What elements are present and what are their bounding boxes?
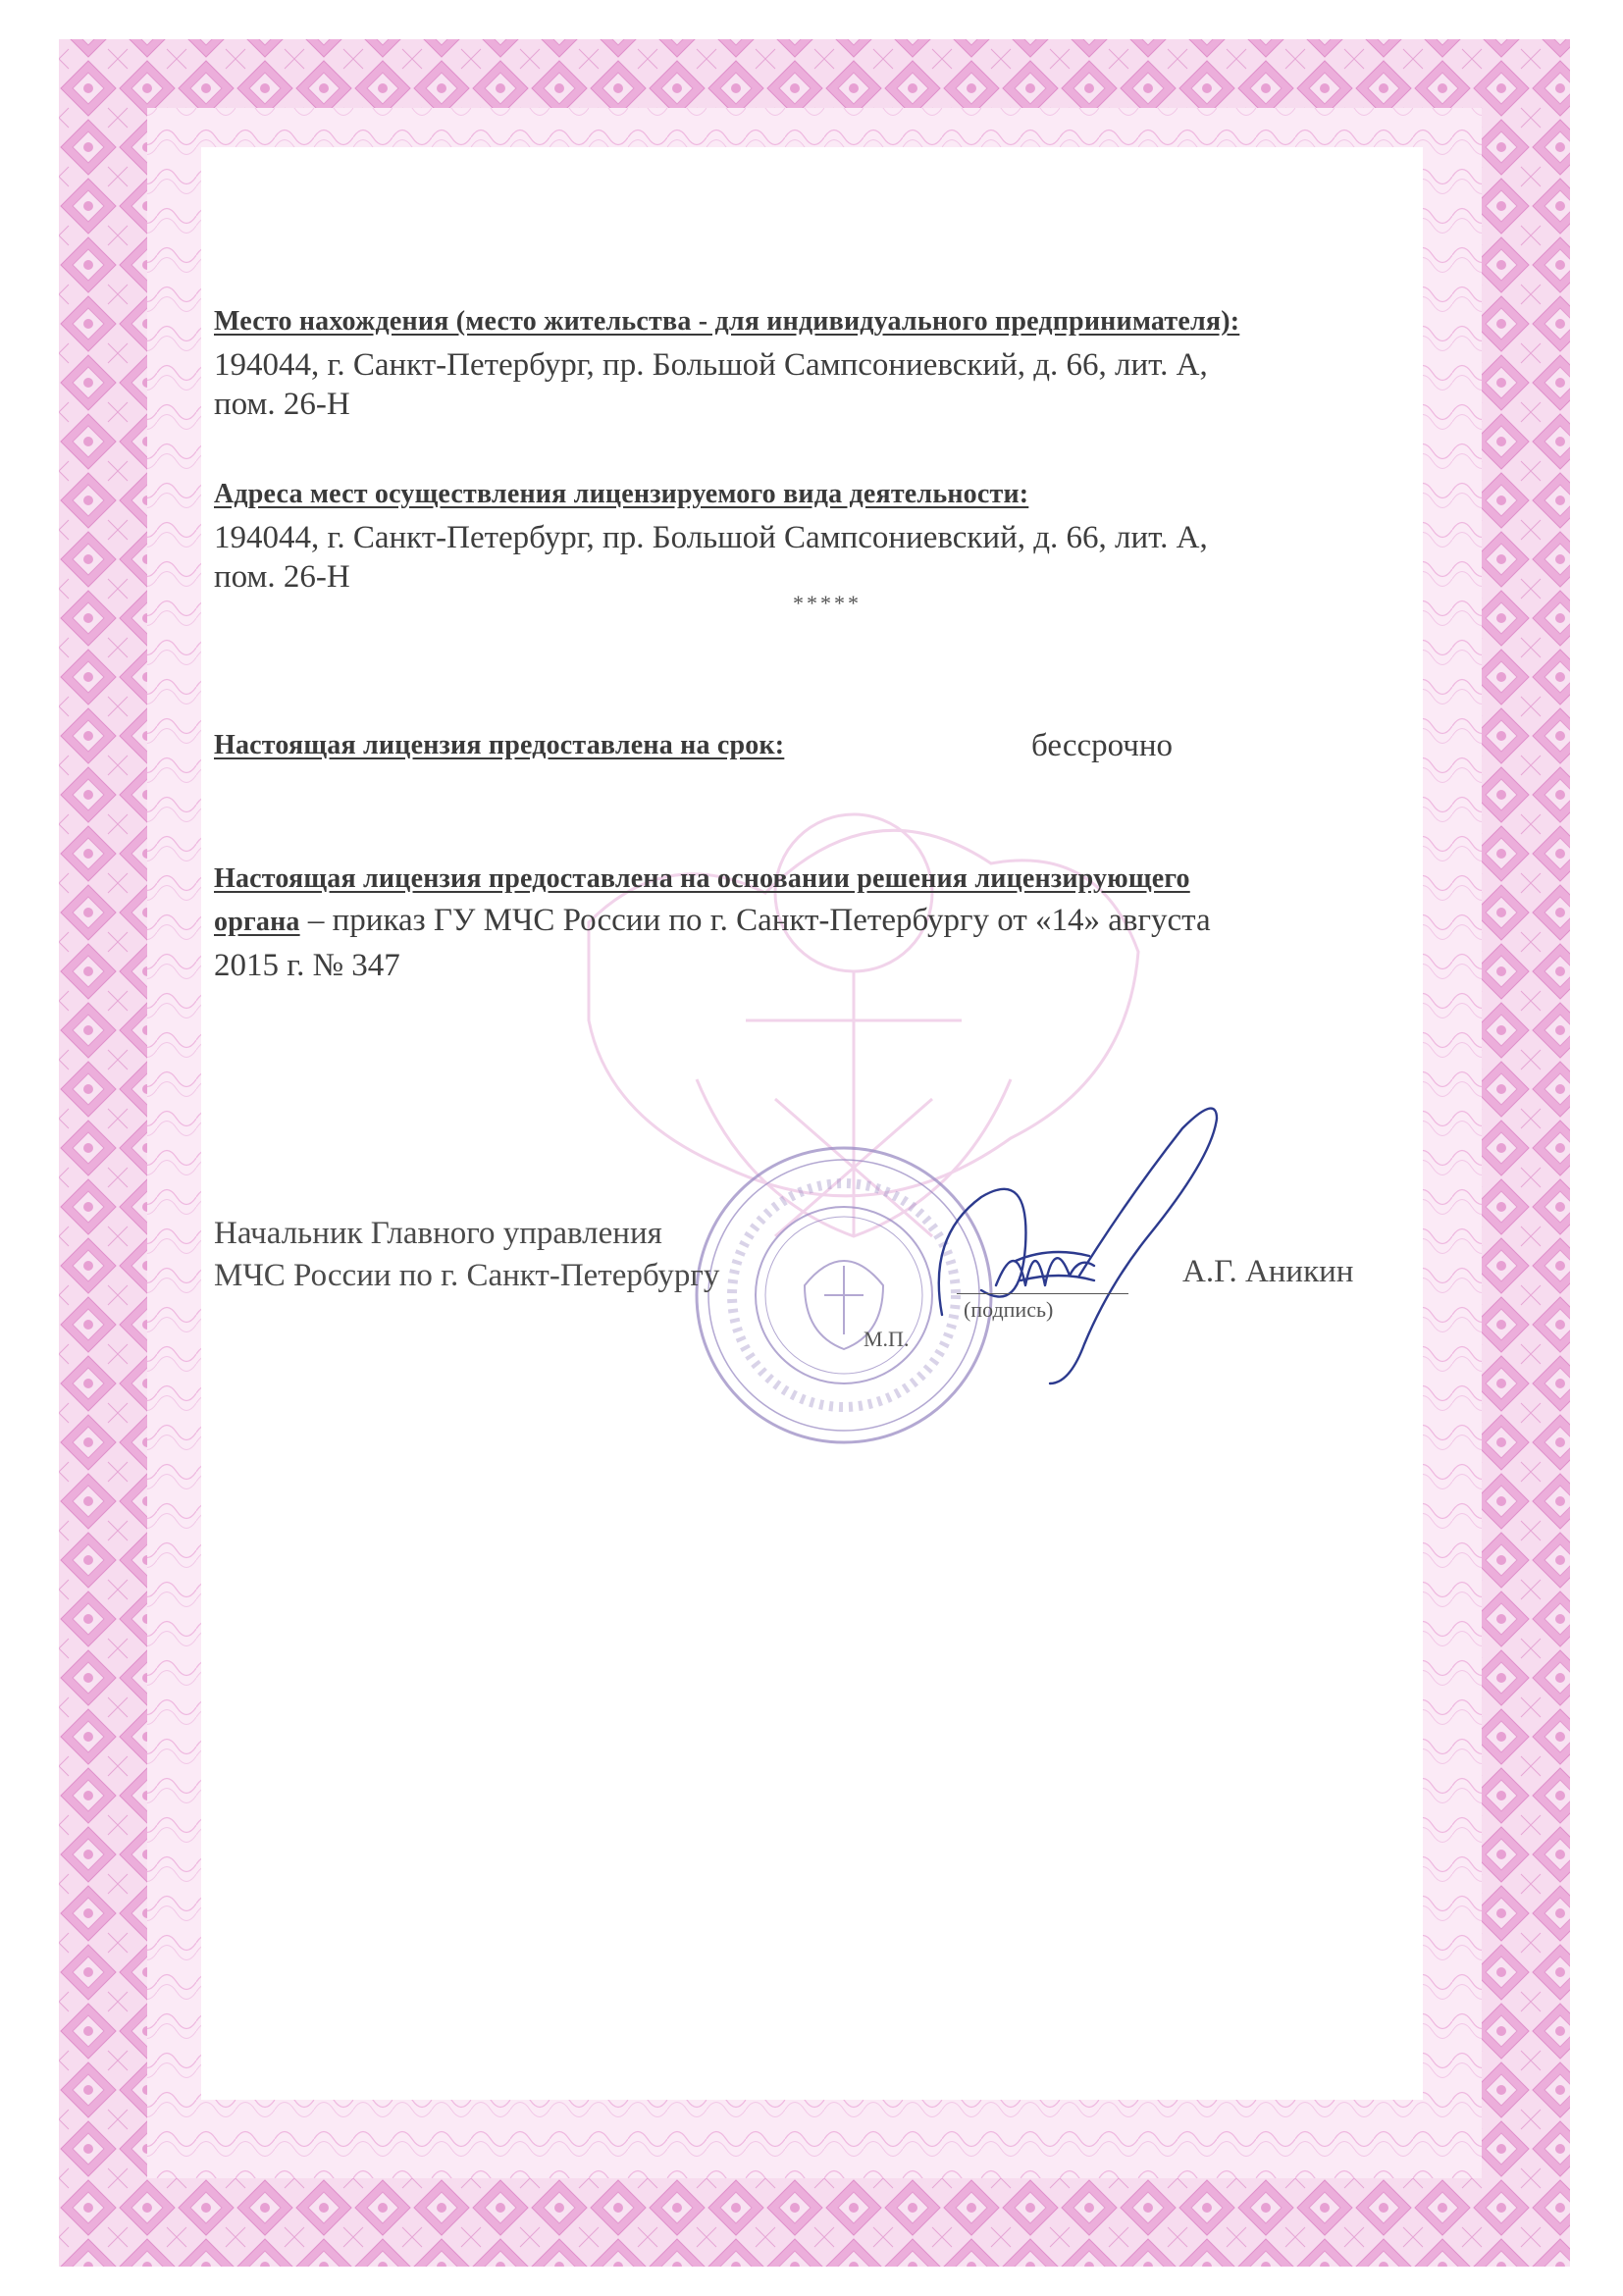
activity-addresses-section (214, 479, 1411, 597)
basis-order-date: 2015 г. № 347 (214, 948, 400, 983)
location-section (214, 306, 1411, 424)
term-label: Настоящая лицензия предоставлена на срок: (214, 730, 785, 760)
signer-name: А.Г. Аникин (1182, 1254, 1354, 1289)
basis-section (214, 863, 1411, 987)
term-value: бессрочно (1031, 728, 1174, 763)
separator-stars: ***** (793, 591, 862, 615)
basis-heading-line2: органа (214, 907, 300, 937)
basis-order-text: – приказ ГУ МЧС России по г. Санкт-Петербургу от «14» августа (299, 903, 1211, 938)
signature-caption: (подпись) (964, 1297, 1054, 1322)
signature-line (957, 1293, 1128, 1294)
signatory-title (214, 1213, 719, 1297)
location-address-line1: 194044, г. Санкт-Петербург, пр. Большой Сампсониевский, д. 66, лит. А, (214, 347, 1208, 383)
basis-line2 (214, 899, 1411, 944)
signatory-title-line2: МЧС России по г. Санкт-Петербургу (214, 1258, 720, 1293)
location-address-line2: пом. 26-Н (214, 387, 350, 422)
activity-address-line1: 194044, г. Санкт-Петербург, пр. Большой Сампсониевский, д. 66, лит. А, (214, 520, 1208, 555)
activity-addresses-heading: Адреса мест осуществления лицензируемого вида деятельности: (214, 479, 1029, 509)
signatory-title-line1: Начальник Главного управления (214, 1216, 662, 1251)
activity-address-line2: пом. 26-Н (214, 559, 350, 595)
handwritten-signature (922, 1089, 1246, 1393)
location-heading: Место нахождения (место жительства - для индивидуального предпринимателя): (214, 306, 1240, 337)
seal-caption: М.П. (864, 1327, 910, 1351)
basis-heading-line1: Настоящая лицензия предоставлена на основании решения лицензирующего (214, 863, 1190, 894)
